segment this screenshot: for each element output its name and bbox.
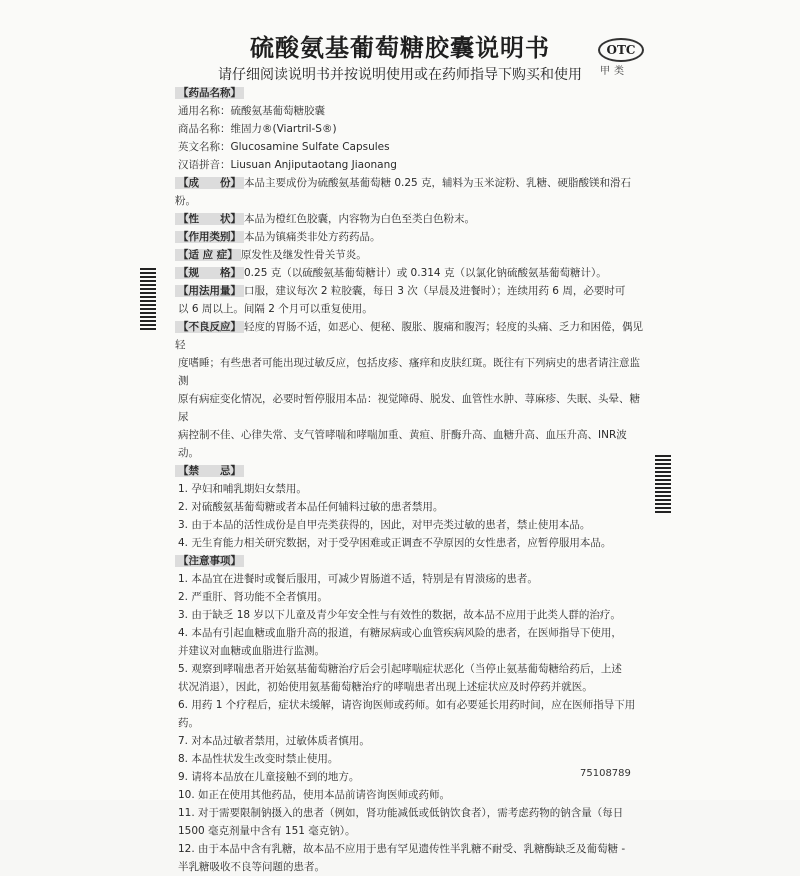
list-item: 5. 观察到哮喘患者开始氨基葡萄糖治疗后会引起哮喘症状恶化（当停止氨基葡萄糖给药后，上述 <box>178 663 622 675</box>
drug-name-heading: 【药品名称】 <box>175 87 244 99</box>
adverse-line-4: 病控制不佳、心律失常、支气管哮喘和哮喘加重、黄疸、肝酶升高、血糖升高、血压升高、INR波动。 <box>178 429 627 459</box>
adverse-heading: 【不良反应】 <box>175 321 244 333</box>
list-item: 2. 对硫酸氨基葡萄糖或者本品任何辅料过敏的患者禁用。 <box>178 501 444 513</box>
dosage-line-1: 口服，建议每次 2 粒胶囊，每日 3 次（早晨及进餐时）；连续用药 6 周，必要时可 <box>244 285 626 297</box>
page-title: 硫酸氨基葡萄糖胶囊说明书 <box>250 34 550 62</box>
trade-name: 商品名称：维固力®(Viartril-S®) <box>178 123 337 135</box>
list-item: 3. 由于本品的活性成份是自甲壳类获得的，因此，对甲壳类过敏的患者，禁止使用本品。 <box>178 519 591 531</box>
list-item: 6. 用药 1 个疗程后，症状未缓解，请咨询医师或药师。如有必要延长用药时间，应在医师指导下用药。 <box>178 699 636 729</box>
list-item: 3. 由于缺乏 18 岁以下儿童及青少年安全性与有效性的数据，故本品不应用于此类人群的治疗。 <box>178 609 621 621</box>
adverse-line-3: 原有病症变化情况，必要时暂停服用本品：视觉障碍、脱发、血管性水肿、荨麻疹、失眠、头晕、糖尿 <box>178 393 640 423</box>
precautions-section <box>175 552 645 570</box>
composition-section <box>175 174 645 210</box>
leaflet-content <box>175 84 645 876</box>
drug-name-section <box>175 84 645 102</box>
page-subtitle: 请仔细阅读说明书并按说明使用或在药师指导下购买和使用 <box>218 67 582 83</box>
indication-section <box>175 246 645 264</box>
adverse-line-1: 轻度的胃肠不适，如恶心、便秘、腹胀、腹痛和腹泻；轻度的头痛、乏力和困倦，偶见轻 <box>175 321 643 351</box>
composition-heading: 【成 份】 <box>175 177 244 189</box>
list-item: 1. 孕妇和哺乳期妇女禁用。 <box>178 483 307 495</box>
list-item: 12. 由于本品中含有乳糖，故本品不应用于患有罕见遗传性半乳糖不耐受、乳糖酶缺乏及葡萄糖 - <box>178 843 626 855</box>
character-heading: 【性 状】 <box>175 213 244 225</box>
dosage-line-2: 以 6 周以上。间隔 2 个月可以重复使用。 <box>178 303 373 315</box>
list-item: 9. 请将本品放在儿童接触不到的地方。 <box>178 771 360 783</box>
indication-text: 原发性及继发性骨关节炎。 <box>240 249 367 261</box>
list-item: 1. 本品宜在进餐时或餐后服用，可减少胃肠道不适，特别是有胃溃疡的患者。 <box>178 573 538 585</box>
english-name: 英文名称：Glucosamine Sulfate Capsules <box>178 141 390 153</box>
precautions-heading: 【注意事项】 <box>175 555 244 567</box>
pinyin-name: 汉语拼音：Liusuan Anjiputaotang Jiaonang <box>178 159 397 171</box>
list-item: 8. 本品性状发生改变时禁止使用。 <box>178 753 339 765</box>
list-item: 10. 如正在使用其他药品，使用本品前请咨询医师或药师。 <box>178 789 451 801</box>
list-item: 并建议对血糖或血脂进行监测。 <box>178 645 325 657</box>
list-item: 4. 本品有引起血糖或血脂升高的报道，有糖尿病或心血管疾病风险的患者，在医师指导下使用， <box>178 627 622 639</box>
category-text: 本品为镇痛类非处方药药品。 <box>244 231 381 243</box>
list-item: 状况消退），因此，初始使用氨基葡萄糖治疗的哮喘患者出现上述症状应及时停药并就医。 <box>178 681 593 693</box>
adverse-section <box>175 318 645 354</box>
spec-text: 0.25 克（以硫酸氨基葡萄糖计）或 0.314 克（以氯化钠硫酸氨基葡萄糖计）。 <box>244 267 607 279</box>
indication-heading: 【适 应 症】 <box>175 249 241 261</box>
contraindication-heading: 【禁 忌】 <box>175 465 244 477</box>
barcode-left <box>140 268 156 332</box>
spec-section <box>175 264 645 282</box>
generic-name: 通用名称：硫酸氨基葡萄糖胶囊 <box>178 105 325 117</box>
list-item: 半乳糖吸收不良等问题的患者。 <box>178 861 325 873</box>
category-heading: 【作用类别】 <box>175 231 244 243</box>
list-item: 7. 对本品过敏者禁用，过敏体质者慎用。 <box>178 735 370 747</box>
list-item: 4. 无生育能力相关研究数据，对于受孕困难或正调查不孕原因的女性患者，应暂停服用本品。 <box>178 537 612 549</box>
list-item: 2. 严重肝、肾功能不全者慎用。 <box>178 591 328 603</box>
dosage-section <box>175 282 645 300</box>
character-section <box>175 210 645 228</box>
print-code: 75108789 <box>580 768 631 779</box>
list-item: 11. 对于需要限制钠摄入的患者（例如，肾功能减低或低钠饮食者），需考虑药物的钠含量（每日 <box>178 807 624 819</box>
adverse-line-2: 度嗜睡；有些患者可能出现过敏反应，包括皮疹、瘙痒和皮肤红斑。既往有下列病史的患者请注意监测 <box>178 357 640 387</box>
category-section <box>175 228 645 246</box>
otc-class-label: 甲类 <box>600 66 628 77</box>
dosage-heading: 【用法用量】 <box>175 285 244 297</box>
character-text: 本品为橙红色胶囊，内容物为白色至类白色粉末。 <box>244 213 475 225</box>
spec-heading: 【规 格】 <box>175 267 244 279</box>
otc-badge: OTC <box>598 38 644 62</box>
barcode-right <box>655 455 671 513</box>
list-item: 1500 毫克剂量中含有 151 毫克钠）。 <box>178 825 356 837</box>
contraindication-section <box>175 462 645 480</box>
composition-text: 本品主要成份为硫酸氨基葡萄糖 0.25 克，辅料为玉米淀粉、乳糖、硬脂酸镁和滑石粉。 <box>175 177 632 207</box>
